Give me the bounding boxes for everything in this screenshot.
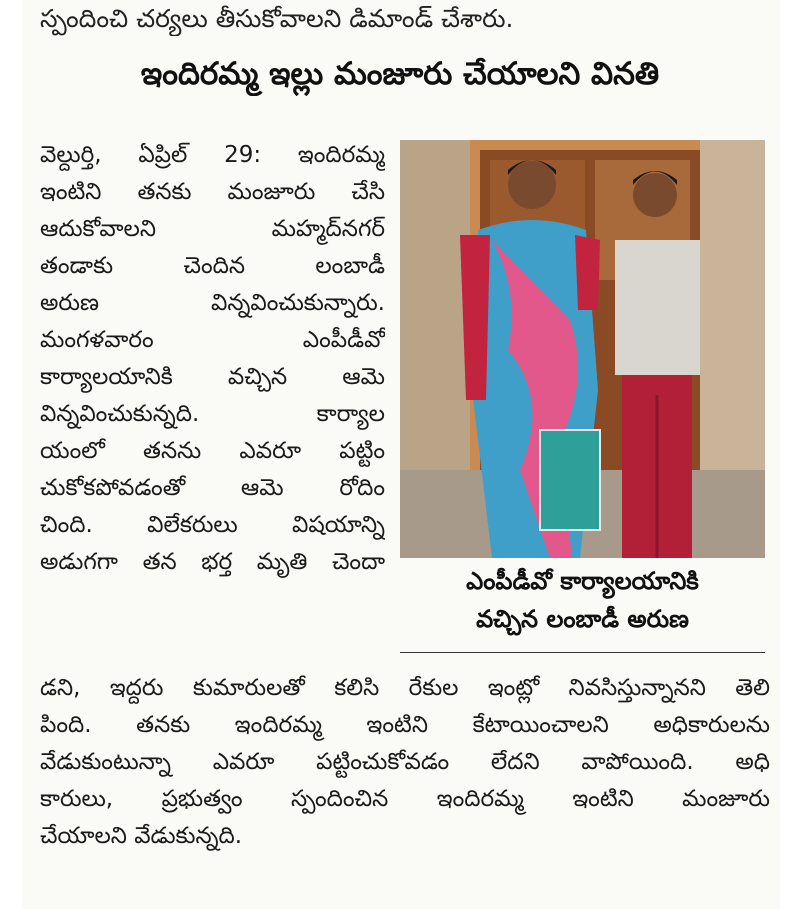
article-line: వేడుకుంటున్నా ఎవరూ పట్టించుకోవడం లేదని వాపోయింది. అధి	[40, 749, 770, 775]
news-photo	[400, 140, 765, 558]
article-line: అరుణ విన్నవించుకున్నారు.	[40, 290, 385, 316]
article-headline: ఇందిరమ్మ ఇల్లు మంజూరు చేయాలని వినతి	[140, 56, 660, 92]
photo-illustration	[400, 140, 765, 558]
article-column-text	[40, 137, 385, 581]
article-line: అడుగగా తన భర్త మృతి చెందా	[40, 549, 385, 575]
article-line: ఆదుకోవాలని మహ్మద్‌నగర్	[40, 216, 385, 242]
article-line: పింది. తనకు ఇందిరమ్మ ఇంటిని కేటాయించాలని అధికారులను	[40, 712, 770, 738]
article-line: చుకోకపోవడంతో ఆమె రోదిం	[40, 475, 385, 501]
article-line: యంలో తనను ఎవరూ పట్టిం	[40, 438, 385, 464]
article-line: తండాకు చెందిన లంబాడీ	[40, 253, 385, 279]
article-line: విన్నవించుకున్నది. కార్యాల	[40, 401, 385, 427]
article-line: కార్యాలయానికి వచ్చిన ఆమె	[40, 364, 385, 390]
caption-line: వచ్చిన లంబాడీ అరుణ	[476, 605, 689, 633]
article-line: వెల్దుర్తి, ఏప్రిల్ 29: ఇందిరమ్మ	[40, 142, 385, 168]
photo-caption	[400, 562, 765, 638]
caption-line: ఎంపీడీవో కార్యాలయానికి	[466, 567, 699, 595]
article-line: ఇంటిని తనకు మంజూరు చేసి	[40, 179, 385, 205]
article-line: మంగళవారం ఎంపీడీవో	[40, 327, 385, 353]
article-line: చింది. విలేకరులు విషయాన్ని	[40, 512, 385, 538]
article-line: చేయాలని వేడుకున్నది.	[40, 823, 243, 849]
caption-divider	[400, 652, 765, 653]
previous-article-last-line: స్పందించి చర్యలు తీసుకోవాలని డిమాండ్ చేశారు.	[40, 4, 514, 33]
article-line: డని, ఇద్దరు కుమారులతో కలిసి రేకుల ఇంట్లో నివసిస్తున్నానని తెలి	[40, 675, 770, 701]
article-full-width-text	[40, 670, 770, 855]
article-line: కారులు, ప్రభుత్వం స్పందించిన ఇందిరమ్మ ఇంటిని మంజూరు	[40, 786, 770, 812]
